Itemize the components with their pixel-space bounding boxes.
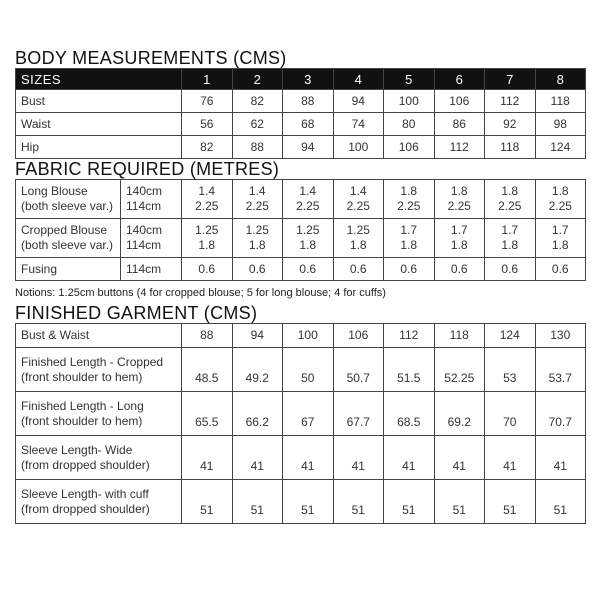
cell-value <box>485 219 536 258</box>
cell-value: 100 <box>283 324 334 348</box>
cell-value: 0.6 <box>333 258 384 281</box>
row-label-line: Finished Length - Cropped <box>21 354 164 369</box>
row-label-line: Sleeve Length- with cuff <box>21 486 149 501</box>
cell-value: 41 <box>283 436 334 480</box>
fabric-required-title: FABRIC REQUIRED (METRES) <box>15 159 280 179</box>
value-114: 1.8 <box>501 238 519 252</box>
value-140: 1.8 <box>400 184 418 198</box>
cell-value: 0.6 <box>283 258 334 281</box>
value-140: 1.8 <box>551 184 569 198</box>
cell-value: 74 <box>333 113 384 136</box>
cell-value: 106 <box>434 90 485 113</box>
cell-value: 118 <box>535 90 586 113</box>
row-label <box>16 392 182 436</box>
value-140: 1.25 <box>195 223 219 237</box>
cell-value: 130 <box>535 324 586 348</box>
row-label <box>16 480 182 524</box>
cell-value: 48.5 <box>182 348 233 392</box>
row-label <box>16 180 121 219</box>
width-value: 140cm <box>126 184 163 198</box>
table-row <box>16 258 586 281</box>
body-measurements-title: BODY MEASUREMENTS (CMS) <box>15 48 287 68</box>
size-header: 8 <box>535 69 586 90</box>
cell-value: 51 <box>384 480 435 524</box>
row-label-subline: (front shoulder to hem) <box>21 369 143 384</box>
cell-value: 41 <box>333 436 384 480</box>
cell-value: 51.5 <box>384 348 435 392</box>
finished-garment-title: FINISHED GARMENT (CMS) <box>15 303 258 323</box>
cell-value: 94 <box>333 90 384 113</box>
value-114: 2.25 <box>296 199 320 213</box>
cell-value: 82 <box>182 136 233 159</box>
cell-value: 51 <box>485 480 536 524</box>
cell-value: 51 <box>535 480 586 524</box>
row-label-line: Long Blouse <box>21 184 88 198</box>
value-140: 1.4 <box>349 184 367 198</box>
cell-value: 52.25 <box>434 348 485 392</box>
cell-value <box>232 180 283 219</box>
cell-value: 51 <box>232 480 283 524</box>
cell-value: 88 <box>182 324 233 348</box>
notions-note: Notions: 1.25cm buttons (4 for cropped blouse; 5 for long blouse; 4 for cuffs) <box>15 287 386 299</box>
cell-value: 118 <box>434 324 485 348</box>
cell-value: 0.6 <box>485 258 536 281</box>
cell-value: 51 <box>283 480 334 524</box>
cell-value: 76 <box>182 90 233 113</box>
cell-value: 66.2 <box>232 392 283 436</box>
row-label: Hip <box>16 136 182 159</box>
value-140: 1.25 <box>346 223 370 237</box>
table-row <box>16 392 586 436</box>
row-label: Waist <box>16 113 182 136</box>
table-row <box>16 480 586 524</box>
row-label-line: Finished Length - Long <box>21 398 144 413</box>
size-header: 2 <box>232 69 283 90</box>
cell-value <box>384 219 435 258</box>
row-label: Fusing <box>16 258 121 281</box>
cell-value: 50 <box>283 348 334 392</box>
cell-value: 0.6 <box>182 258 233 281</box>
value-140: 1.7 <box>400 223 418 237</box>
value-114: 2.25 <box>447 199 471 213</box>
cell-value <box>535 180 586 219</box>
value-114: 2.25 <box>195 199 219 213</box>
cell-value <box>434 219 485 258</box>
cell-value <box>333 219 384 258</box>
cell-value: 53 <box>485 348 536 392</box>
cell-value: 100 <box>384 90 435 113</box>
cell-value: 50.7 <box>333 348 384 392</box>
cell-value: 70.7 <box>535 392 586 436</box>
size-header: 3 <box>283 69 334 90</box>
cell-value: 51 <box>182 480 233 524</box>
value-114: 1.8 <box>349 238 367 252</box>
row-label-subline: (from dropped shoulder) <box>21 501 150 516</box>
cell-value: 92 <box>485 113 536 136</box>
table-row <box>16 90 586 113</box>
value-114: 2.25 <box>397 199 421 213</box>
size-header: 7 <box>485 69 536 90</box>
cell-value: 106 <box>384 136 435 159</box>
row-label-subline: (both sleeve var.) <box>21 199 114 213</box>
value-140: 1.4 <box>198 184 216 198</box>
cell-value: 112 <box>384 324 435 348</box>
row-label-line: Cropped Blouse <box>21 223 108 237</box>
value-114: 1.8 <box>198 238 216 252</box>
cell-value: 69.2 <box>434 392 485 436</box>
value-140: 1.7 <box>501 223 519 237</box>
cell-value <box>283 219 334 258</box>
cell-value: 41 <box>434 436 485 480</box>
table-row <box>16 136 586 159</box>
cell-value: 100 <box>333 136 384 159</box>
value-140: 1.25 <box>245 223 269 237</box>
size-chart <box>15 48 585 524</box>
cell-value <box>182 180 233 219</box>
cell-value: 112 <box>485 90 536 113</box>
value-114: 2.25 <box>548 199 572 213</box>
cell-value <box>182 219 233 258</box>
cell-value: 67 <box>283 392 334 436</box>
cell-value: 94 <box>283 136 334 159</box>
row-label: Bust & Waist <box>16 324 182 348</box>
cell-value: 112 <box>434 136 485 159</box>
row-label-line: Sleeve Length- Wide <box>21 442 133 457</box>
cell-value: 51 <box>333 480 384 524</box>
value-114: 1.8 <box>248 238 266 252</box>
cell-value: 80 <box>384 113 435 136</box>
cell-value: 0.6 <box>535 258 586 281</box>
cell-value: 86 <box>434 113 485 136</box>
value-114: 1.8 <box>551 238 569 252</box>
row-label <box>16 348 182 392</box>
fabric-required-table <box>15 179 586 281</box>
table-row <box>16 436 586 480</box>
cell-value <box>485 180 536 219</box>
cell-value: 124 <box>535 136 586 159</box>
table-row <box>16 113 586 136</box>
row-label <box>16 436 182 480</box>
size-header: 1 <box>182 69 233 90</box>
table-row <box>16 348 586 392</box>
cell-value <box>535 219 586 258</box>
value-140: 1.8 <box>450 184 468 198</box>
width-value: 140cm <box>126 223 163 237</box>
cell-value: 68 <box>283 113 334 136</box>
row-label-subline: (both sleeve var.) <box>21 238 114 252</box>
value-140: 1.8 <box>501 184 519 198</box>
cell-value <box>283 180 334 219</box>
cell-value: 94 <box>232 324 283 348</box>
value-114: 2.25 <box>245 199 269 213</box>
cell-value: 65.5 <box>182 392 233 436</box>
cell-value: 56 <box>182 113 233 136</box>
cell-value: 41 <box>485 436 536 480</box>
value-114: 1.8 <box>450 238 468 252</box>
value-114: 1.8 <box>299 238 317 252</box>
size-header: 5 <box>384 69 435 90</box>
value-114: 1.8 <box>400 238 418 252</box>
sizes-header-label: SIZES <box>16 69 182 90</box>
cell-value: 0.6 <box>434 258 485 281</box>
row-label-subline: (front shoulder to hem) <box>21 413 143 428</box>
cell-value: 41 <box>535 436 586 480</box>
value-140: 1.4 <box>248 184 266 198</box>
cell-value <box>333 180 384 219</box>
table-row <box>16 324 586 348</box>
value-140: 1.7 <box>551 223 569 237</box>
cell-value: 68.5 <box>384 392 435 436</box>
cell-value: 106 <box>333 324 384 348</box>
fabric-width <box>121 219 182 258</box>
width-value: 114cm <box>126 238 162 252</box>
width-value: 114cm <box>126 199 162 213</box>
cell-value: 82 <box>232 90 283 113</box>
size-header: 6 <box>434 69 485 90</box>
row-label <box>16 219 121 258</box>
cell-value <box>434 180 485 219</box>
table-row <box>16 219 586 258</box>
cell-value: 118 <box>485 136 536 159</box>
body-measurements-table <box>15 68 586 159</box>
cell-value: 53.7 <box>535 348 586 392</box>
cell-value: 88 <box>283 90 334 113</box>
cell-value: 98 <box>535 113 586 136</box>
cell-value: 0.6 <box>232 258 283 281</box>
value-140: 1.25 <box>296 223 320 237</box>
fabric-width <box>121 180 182 219</box>
row-label-subline: (from dropped shoulder) <box>21 457 150 472</box>
cell-value: 124 <box>485 324 536 348</box>
size-header: 4 <box>333 69 384 90</box>
value-114: 2.25 <box>346 199 370 213</box>
cell-value: 88 <box>232 136 283 159</box>
value-114: 2.25 <box>498 199 522 213</box>
cell-value: 41 <box>232 436 283 480</box>
fabric-width: 114cm <box>121 258 182 281</box>
cell-value: 41 <box>182 436 233 480</box>
table-row <box>16 180 586 219</box>
cell-value: 49.2 <box>232 348 283 392</box>
cell-value: 62 <box>232 113 283 136</box>
cell-value: 67.7 <box>333 392 384 436</box>
cell-value: 41 <box>384 436 435 480</box>
value-140: 1.7 <box>450 223 468 237</box>
cell-value: 0.6 <box>384 258 435 281</box>
cell-value <box>384 180 435 219</box>
sizes-header-row <box>16 69 586 90</box>
cell-value: 51 <box>434 480 485 524</box>
cell-value <box>232 219 283 258</box>
cell-value: 70 <box>485 392 536 436</box>
value-140: 1.4 <box>299 184 317 198</box>
finished-garment-table <box>15 323 586 524</box>
row-label: Bust <box>16 90 182 113</box>
